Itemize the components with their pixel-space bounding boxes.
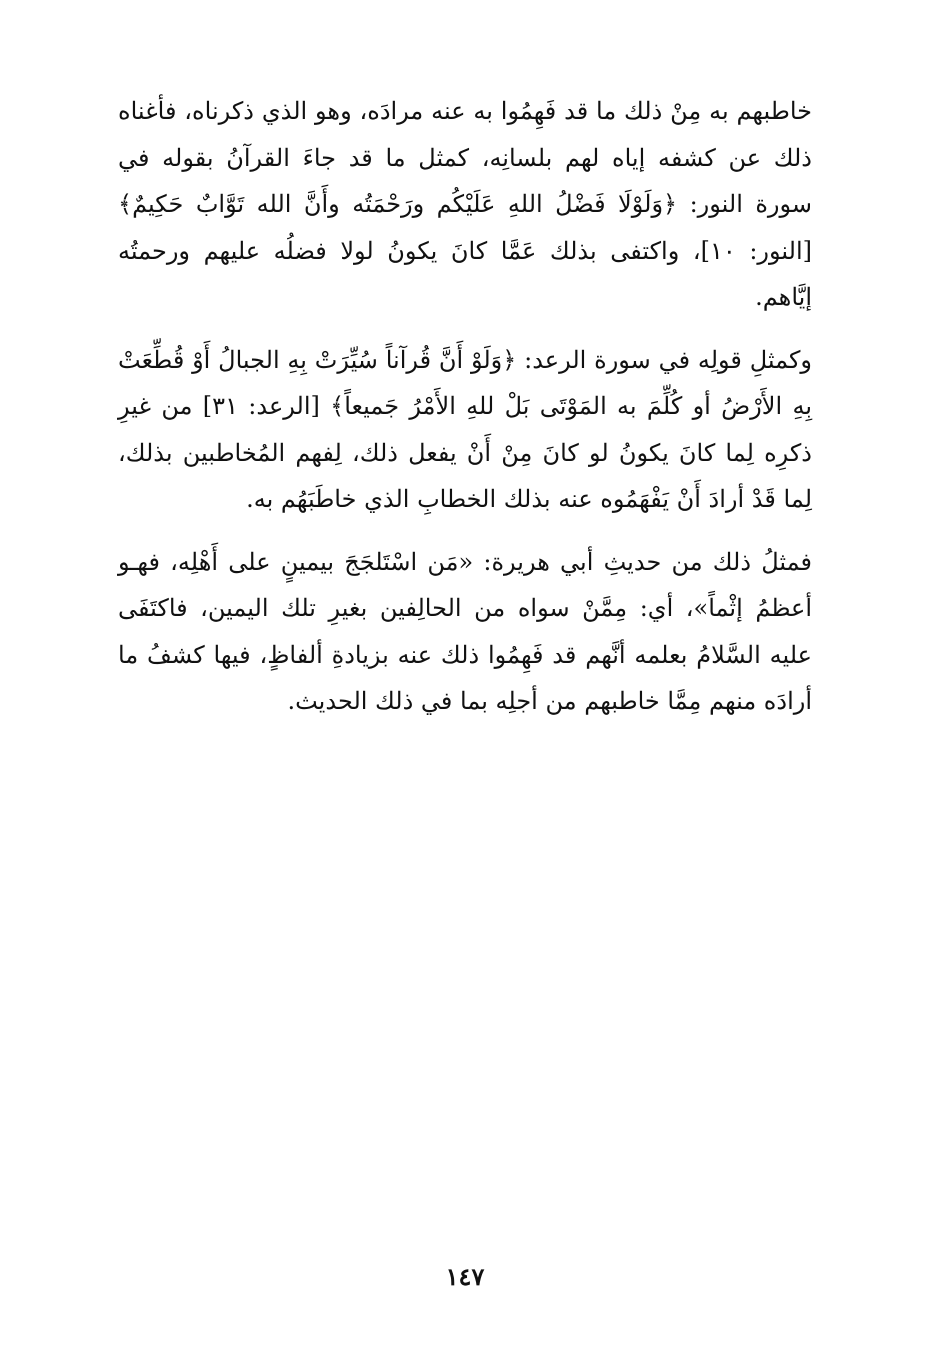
paragraph-2: وكمثلِ قولِه في سورة الرعد: ﴿وَلَوْ أَنَّ قُرآناً سُيِّرَتْ بِهِ الجبالُ أَوْ قُطِّعَتْ بِهِ الأَرْضُ أو كُلِّمَ به المَوْتَى بَلْ للهِ الأَمْرُ جَميعاً﴾ [الرعد: ٣١] من غيرِ ذكرِه لِما كانَ يكونُ لو كانَ مِنْ أَنْ يفعل ذلك، لِفهم المُخاطبين بذلك، لِما قَدْ أرادَ أَنْ يَفْهَمُوه عنه بذلك الخطابِ الذي خاطَبَهُم به. xyxy=(118,345,812,513)
paragraph-3: فمثلُ ذلك من حديثِ أبي هريرة: «مَن اسْتَلجَجَ بيمينٍ على أَهْلِه، فهـو أعظمُ إثْماً»، أي: مِمَّنْ سواه من الحالِفين بغيرِ تلك اليمين، فاكتَفَى عليه السَّلامُ بعلمه أنَّهم قد فَهِمُوا ذلك عنه بزيادةِ ألفاظٍ، فيها كشفُ ما أرادَه منهم مِمَّا خاطبهم من أجلِه بما في ذلك الحديث. xyxy=(118,547,812,715)
page-body xyxy=(118,88,812,725)
page-number: ١٤٧ xyxy=(445,1262,485,1291)
paragraph-1: خاطبهم به مِنْ ذلك ما قد فَهِمُوا به عنه مرادَه، وهو الذي ذكرناه، فأغناه ذلك عن كشفه إياه لهم بلسانِه، كمثل ما قد جاءَ القرآنُ بقوله في سورة النور: ﴿وَلَوْلَا فَضْلُ اللهِ عَلَيْكُم ورَحْمَتُه وأَنَّ الله تَوَّابٌ حَكِيمٌ﴾ [النور: ١٠]، واكتفى بذلك عَمَّا كانَ يكونُ لولا فضلُه عليهم ورحمتُه إيَّاهم. xyxy=(118,97,812,311)
